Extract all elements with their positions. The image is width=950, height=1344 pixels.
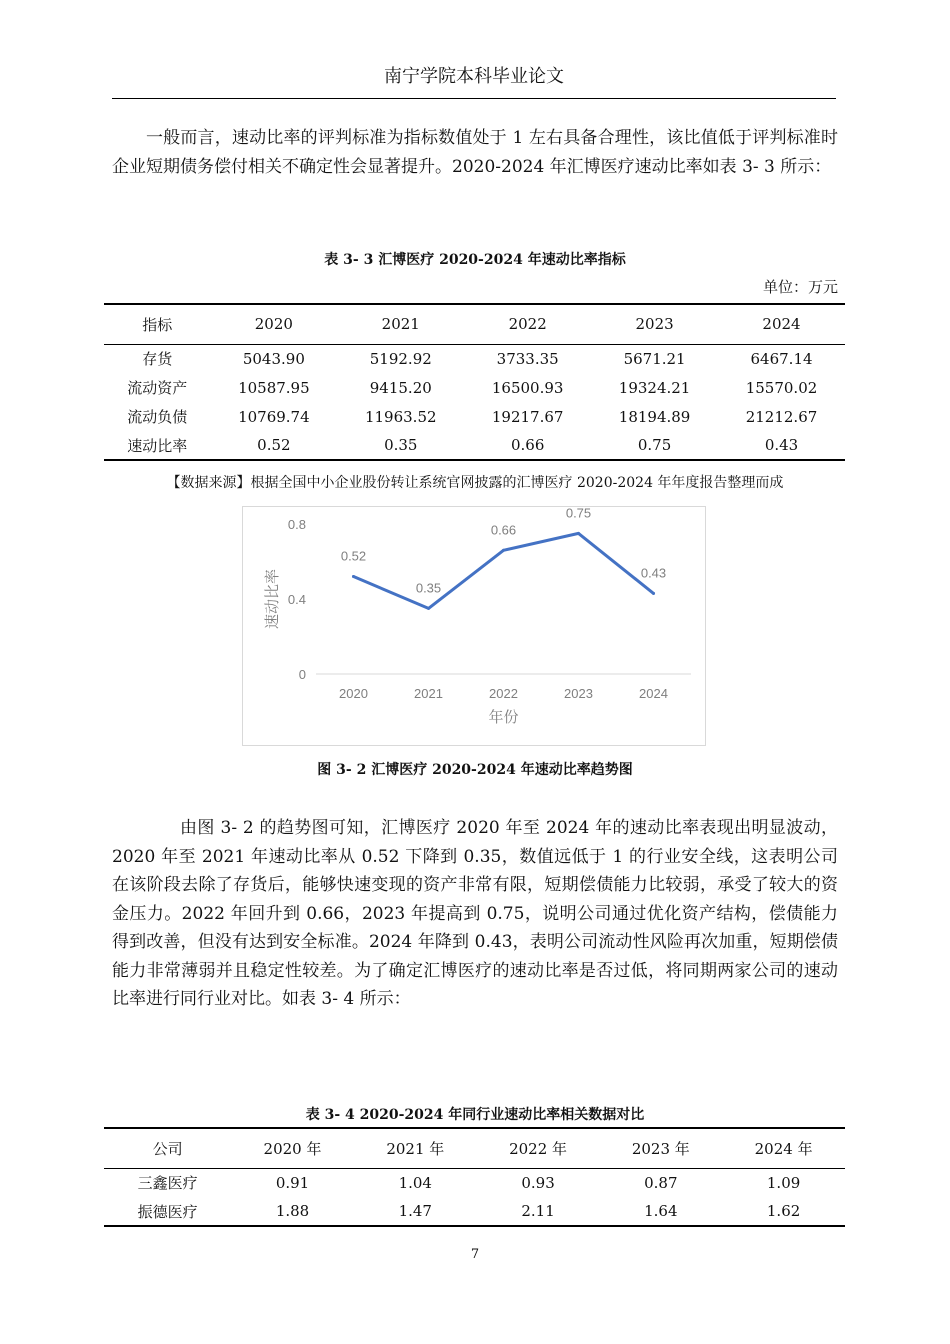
data-label: 0.52 [340,548,367,564]
table-row [104,1197,845,1226]
table-header-cell: 2021 [337,304,464,344]
table-cell: 19217.67 [491,407,564,426]
table1-caption: 表 3- 3 汇博医疗 2020-2024 年速动比率指标 [324,252,626,268]
data-label: 0.35 [415,580,442,596]
table-cell: 21212.67 [745,407,818,426]
table-cell: 10587.95 [238,378,310,397]
table-cell: 5043.90 [242,349,305,368]
table-cell: 1.62 [722,1197,845,1226]
paragraph-trend-analysis: 由图 3- 2 的趋势图可知，汇博医疗 2020 年至 2024 年的速动比率表现出明显波动，2020 年至 2021 年速动比率从 0.52 下降到 0.35，数值远低于 1 的行业安全线，这表明公司在该阶段去除了存货后，能够快速变现的资产非常有限，短期偿债能力比较弱，承受了较大的资金压力。2022 年回升到 0.66，2023 年提高到 0.75，说明公司通过优化资产结构，偿债能力得到改善，但没有达到安全标准。2024 年降到 0.43，表明公司流动性风险再次加重，短期偿债能力非常薄弱并且稳定性较差。为了确定汇博医疗的速动比率是否过低，将同期两家公司的速动比率进行同行业对比。如表 3- 4 所示： [112,818,838,1009]
industry-comparison-table [104,1127,845,1227]
table-cell: 9415.20 [369,378,432,397]
table-header-cell: 2021 年 [354,1128,477,1168]
x-tick-label: 2023 [564,686,593,701]
x-tick-label: 2021 [414,686,443,701]
data-label: 0.66 [490,522,517,538]
table-cell: 振德医疗 [104,1197,231,1226]
table-cell: 18194.89 [618,407,691,426]
table1-source-note: 【数据来源】根据全国中小企业股份转让系统官网披露的汇博医疗 2020-2024 年年度报告整理而成 [166,475,784,491]
table-cell: 2.11 [477,1197,600,1226]
table-header-cell: 2023 [591,304,718,344]
table-header-cell: 2020 年 [231,1128,354,1168]
x-tick-label: 2020 [339,686,368,701]
quick-ratio-table [104,303,845,461]
y-axis-title: 速动比率 [264,568,281,630]
chart-svg [243,507,705,745]
table-cell: 1.64 [599,1197,722,1226]
data-label: 0.43 [640,565,667,581]
y-tick-label: 0 [298,667,306,682]
y-tick-label: 0.4 [287,592,306,607]
table-row [104,344,845,373]
table-cell: 0.43 [718,431,845,460]
table-header-cell: 2023 年 [599,1128,722,1168]
table-cell: 1.04 [398,1173,432,1192]
table-cell: 5671.21 [623,349,686,368]
table-header-row [104,1128,845,1168]
table2-caption: 表 3- 4 2020-2024 年同行业速动比率相关数据对比 [305,1107,645,1123]
table-cell: 0.35 [337,431,464,460]
data-point [652,592,655,595]
table-row [104,402,845,431]
table-cell: 1.47 [354,1197,477,1226]
table-header-cell: 指标 [104,304,210,344]
table-header-cell: 2024 [718,304,845,344]
table-header-cell: 2024 年 [722,1128,845,1168]
table-cell: 1.09 [766,1173,801,1192]
table-cell: 0.91 [275,1173,310,1192]
x-axis-title: 年份 [488,709,519,726]
table-cell: 速动比率 [104,431,210,460]
data-point [352,575,355,578]
data-point [577,532,580,535]
figure-caption: 图 3- 2 汇博医疗 2020-2024 年速动比率趋势图 [317,762,633,778]
page-number: 7 [470,1247,480,1262]
x-tick-label: 2022 [489,686,518,701]
table-cell: 5192.92 [369,349,432,368]
table-cell: 10769.74 [238,407,310,426]
data-point [427,607,430,610]
table-cell: 3733.35 [496,349,559,368]
table-cell: 0.93 [521,1173,555,1192]
data-point [502,549,505,552]
table-row [104,373,845,402]
table-cell: 6467.14 [750,349,813,368]
table1-unit: 单位：万元 [762,278,838,296]
table-cell: 0.66 [464,431,591,460]
table-header-cell: 公司 [104,1128,231,1168]
table-header-cell: 2022 [464,304,591,344]
table-cell: 0.52 [210,431,337,460]
table-cell: 流动负债 [127,408,188,426]
series-line [354,533,654,608]
table-header-row [104,304,845,344]
table-cell: 三鑫医疗 [137,1174,198,1193]
table-cell: 15570.02 [745,378,818,397]
table-cell: 流动资产 [127,379,188,397]
table-cell: 0.75 [591,431,718,460]
table-row [104,431,845,460]
table-cell: 1.88 [231,1197,354,1226]
table-cell: 0.87 [644,1173,678,1192]
table-cell: 19324.21 [618,378,691,397]
paragraph-quick-ratio-standard: 一般而言，速动比率的评判标准为指标数值处于 1 左右具备合理性，该比值低于评判标准时企业短期债务偿付相关不确定性会显著提升。2020-2024 年汇博医疗速动比率如表 3- 3 所示： [112,128,838,177]
quick-ratio-trend-chart [242,506,706,746]
table-header-cell: 2020 [210,304,337,344]
table-cell: 存货 [142,350,173,369]
y-tick-label: 0.8 [287,517,306,532]
table-header-cell: 2022 年 [477,1128,600,1168]
data-label: 0.75 [565,507,592,521]
page-header: 南宁学院本科毕业论文 [112,62,836,99]
table-cell: 16500.93 [491,378,564,397]
table-row [104,1168,845,1197]
x-tick-label: 2024 [639,686,668,701]
table-cell: 11963.52 [364,407,437,426]
